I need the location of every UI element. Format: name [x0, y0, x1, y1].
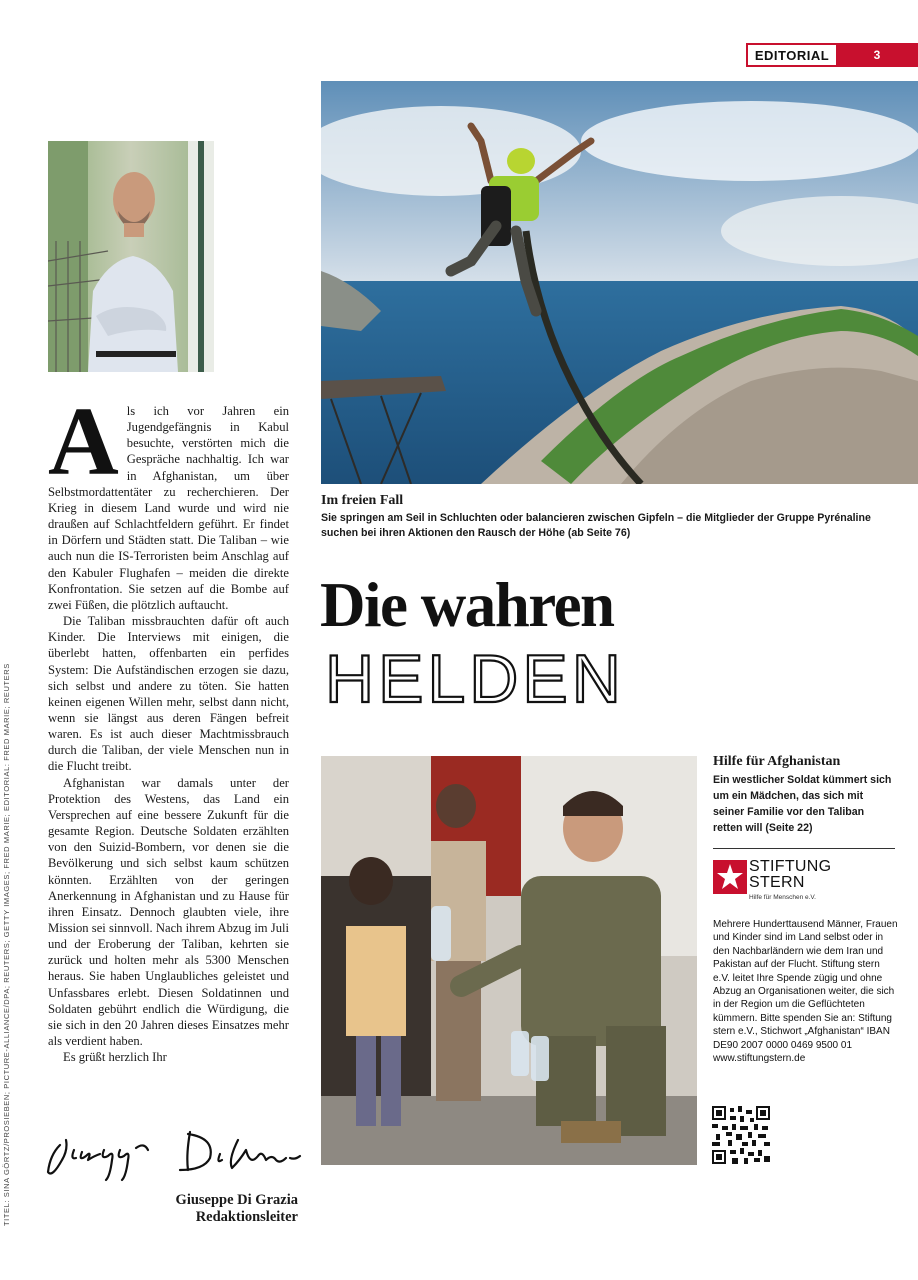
paragraph-3: Afghanistan war damals unter der Protektion des Westens, das Land ein Versprechen auf eine bessere Zukunft für die gesamte Region. Deutsche Soldaten erzählten von den Suizid-Bombern, vor denen sie die Bevölkerung und sich selbst kaum schützen könnten. Erzählten von der geringen Anerkennung in Afghanistan und zu Hause für ihren Einsatz. Dennoch glaubten viele, ihre Mission sei sinnvoll. Nach ihrem Abzug im Juli und der Eroberung der Taliban, kehrten sie zurück und holten mehr als 5300 Menschen heraus. Sie haben Unglaubliches geleistet und Unfassbares erlebt. Diesen Soldatinnen und Soldaten gebührt endlich die Würdigung, die sie sich in den 20 Jahren dieses Einsatzes mehr als verdient haben. — [48, 775, 289, 1049]
qr-code-icon[interactable] — [712, 1106, 770, 1164]
sidebar-divider — [713, 848, 895, 849]
headline-line-2-text: HELDEN — [325, 641, 625, 714]
paragraph-1-text: ls ich vor Jahren ein Jugendgefängnis in Kabul besuchte, verstörten mich die Gespräche nachhaltig. Ich war in Afghanistan, um über Selbstmordattentäter zu recherchieren. Der Krieg in diesem Land wurde und wird nie draußen auf Schlachtfeldern geführt. Er findet in Dörfern und Städten statt. Die Taliban – wie auch nun die IS-Terroristen beim Anschlag auf den Kabuler Flughafen – meiden die direkte Konfrontation. Sie setzen auf die Bombe auf zwei Füßen, die plötzlich auftaucht. — [48, 404, 289, 612]
author-role: Redaktionsleiter — [195, 1209, 298, 1225]
logo-subtitle: Hilfe für Menschen e.V. — [749, 894, 816, 901]
sidebar-text: Ein westlicher Soldat kümmert sich um ein Mädchen, das sich mit seiner Familie vor den Taliban retten will (Seite 22) — [713, 774, 892, 834]
logo-line-2: STERN — [749, 874, 805, 891]
drop-cap: A — [48, 388, 119, 496]
photo-caption-text: Sie springen am Seil in Schluchten oder balancieren zwischen Gipfeln – die Mitglieder der Gruppe Pyrénaline suchen bei ihren Aktionen den Rausch der Höhe (ab Seite 76) — [321, 512, 871, 539]
paragraph-1 — [48, 388, 289, 613]
soldier-photo — [321, 756, 697, 1165]
author-portrait — [48, 141, 214, 372]
star-icon — [713, 860, 747, 894]
sidebar-title: Hilfe für Afghanistan — [713, 754, 841, 769]
editorial-body — [48, 388, 289, 1065]
stiftung-stern-logo — [713, 858, 883, 908]
greeting: Es grüßt herzlich Ihr — [63, 1050, 167, 1065]
author-name: Giuseppe Di Grazia — [175, 1192, 298, 1208]
photo-caption-title: Im freien Fall — [321, 493, 404, 508]
author-signoff — [60, 1192, 298, 1226]
headline-line-1: Die wahren — [320, 570, 614, 640]
signature — [40, 1120, 302, 1190]
jump-photo — [321, 81, 918, 484]
page-number: 3 — [836, 45, 918, 65]
donation-text: Mehrere Hunderttausend Männer, Frauen und Kinder sind im Land selbst oder in den Nachbarländern wie dem Iran und Pakistan auf der Flucht. Stiftung stern e.V. leitet Ihre Spende zügig und ohne Abzug an Organisationen weiter, die sich in der Region um die Geflüchteten kümmern. Bitte spenden Sie an: Stiftung stern e.V., Stichwort „Afghanistan“ IBAN DE90 2007 0000 0469 9500 01 www.stiftungstern.de — [713, 919, 898, 1065]
headline-line-2-art — [325, 640, 645, 714]
headline-line-2 — [325, 640, 645, 728]
paragraph-2: Die Taliban missbrauchten dafür oft auch Kinder. Die Interviews mit einigen, die überlebt hatten, offenbarten ein perfides System: Die Aufständischen erzogen sie dazu, sich selbst und andere zu töten. Sie hatten keinen eigenen Willen mehr, selbst dann nicht, wenn sie längst aus deren Fängen befreit waren. Es ist auch dieser Machtmissbrauch durch die Taliban, der viele Menschen nun in die Flucht treibt. — [48, 614, 289, 774]
photo-credit: TITEL: SINA GÖRTZ/PROSIEBEN; PICTURE-ALLIANCE/DPA; REUTERS; GETTY IMAGES; FRED MARIE; EDITORIAL: FRED MARIE; REUTERS — [2, 663, 11, 1226]
logo-line-1: STIFTUNG — [749, 858, 832, 875]
section-header — [746, 43, 918, 67]
section-label: EDITORIAL — [754, 47, 830, 63]
